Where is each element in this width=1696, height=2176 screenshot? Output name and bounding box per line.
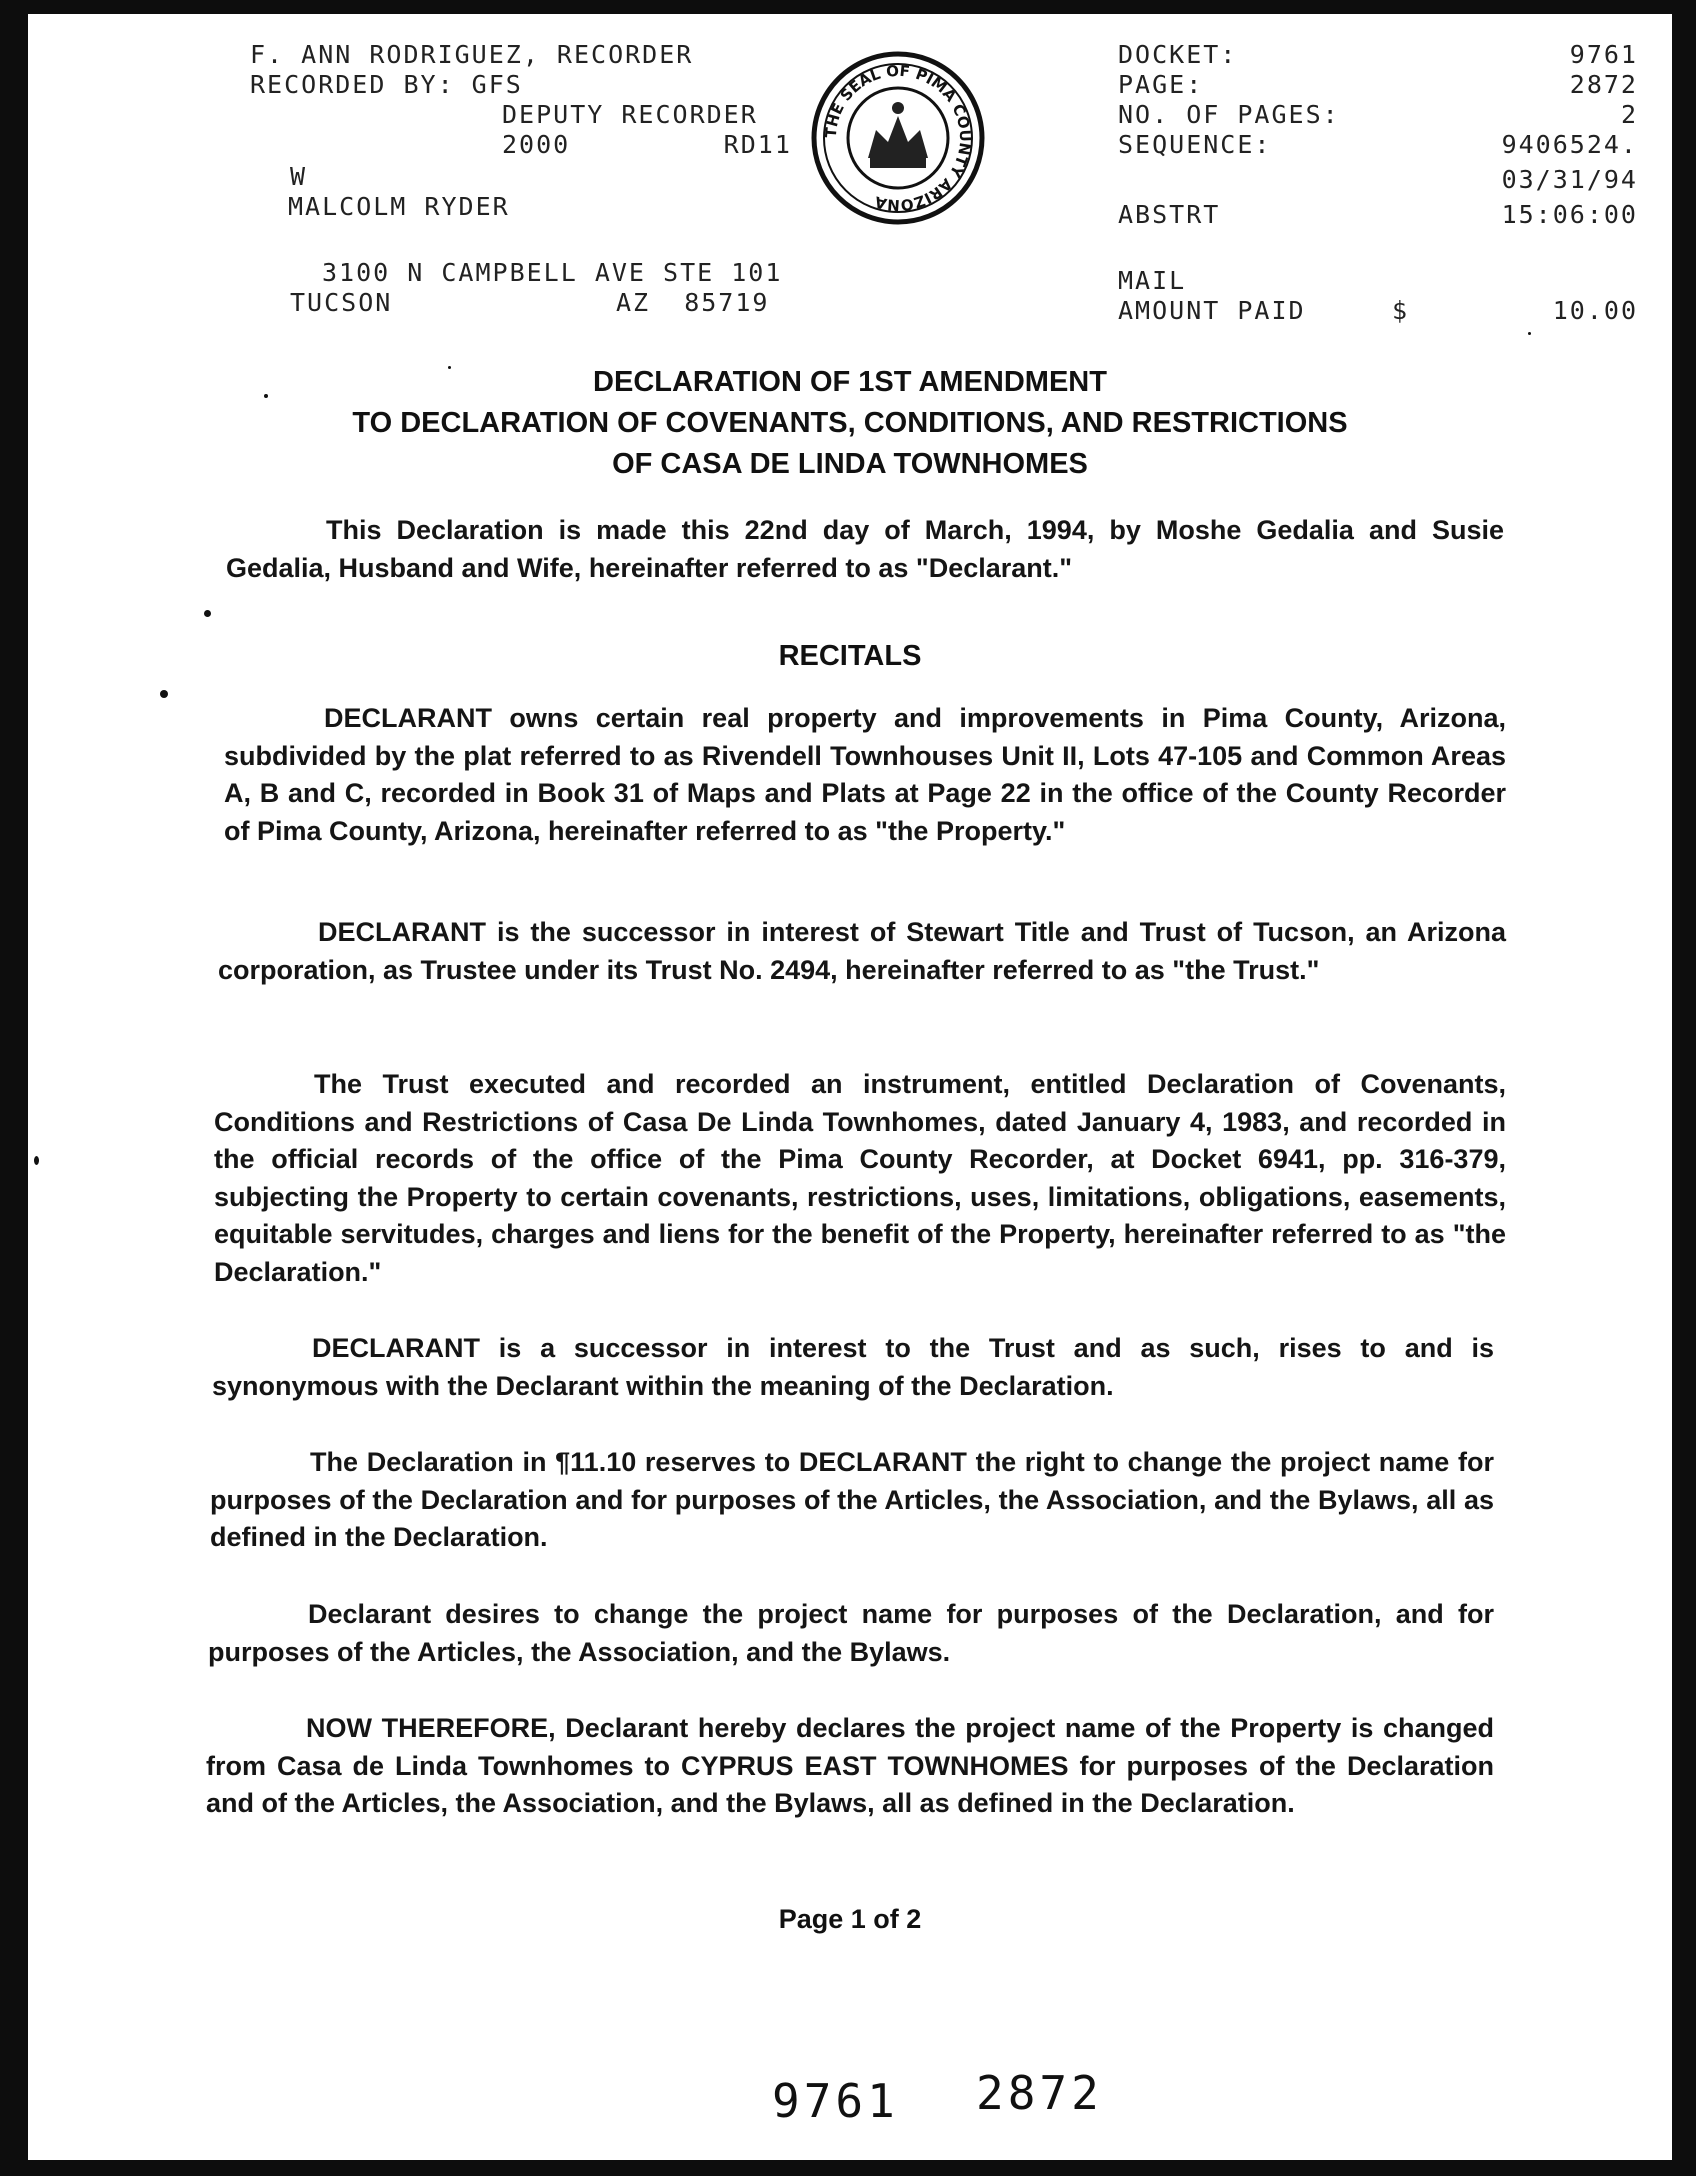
scan-speck — [204, 610, 211, 617]
page-stamp: 2872 — [976, 2066, 1103, 2120]
amount-paid-value: 10.00 — [1552, 296, 1638, 325]
recital-paragraph-1: DECLARANT owns certain real property and improvements in Pima County, Arizona, subdivided by the plat referred to as Rivendell Townhouses Unit II, Lots 47-105 and Common Areas A, B and C, recorded in Book 31 of Maps and Plats at Page 22 in the office of the County Recorder of Pima County, Arizona, hereinafter referred to as "the Property." — [224, 703, 1506, 846]
return-street: 3100 N CAMPBELL AVE STE 101 — [322, 258, 783, 287]
recital-paragraph-3: The Trust executed and recorded an instrument, entitled Declaration of Covenants, Conditions and Restrictions of Casa De Linda Townhomes, dated January 4, 1983, and recorded in the official records of the office of the Pima County Recorder, at Docket 6941, pp. 316-379, subjecting the Property to certain covenants, restrictions, uses, limitations, obligations, easements, equitable servitudes, charges and liens for the benefit of the Property, hereinafter referred to as "the Declaration." — [214, 1069, 1506, 1287]
amount-paid-label: AMOUNT PAID — [1118, 296, 1306, 325]
scan-speck — [1528, 332, 1531, 335]
record-date: 03/31/94 — [1501, 165, 1638, 194]
county-seal-icon — [810, 50, 986, 226]
docket-value: 9761 — [1569, 40, 1638, 69]
page-number: Page 1 of 2 — [778, 1904, 922, 1934]
intro-paragraph: This Declaration is made this 22nd day of March, 1994, by Moshe Gedalia and Susie Gedalia, Husband and Wife, hereinafter referred to as "Declarant." — [226, 515, 1504, 583]
document-title — [28, 362, 1672, 485]
deputy-recorder: DEPUTY RECORDER — [502, 100, 758, 129]
abstract-label: ABSTRT — [1118, 200, 1221, 229]
title-line-2: TO DECLARATION OF COVENANTS, CONDITIONS, AND RESTRICTIONS — [352, 407, 1348, 439]
return-state-zip: AZ 85719 — [616, 288, 770, 317]
recital-paragraph-6: Declarant desires to change the project name for purposes of the Declaration, and for purposes of the Articles, the Association, and the Bylaws. — [208, 1599, 1494, 1667]
page-value: 2872 — [1569, 70, 1638, 99]
sequence-value: 9406524. — [1501, 130, 1638, 159]
recital-paragraph-2: DECLARANT is the successor in interest of Stewart Title and Trust of Tucson, an Arizona corporation, as Trustee under its Trust No. 2494, hereinafter referred to as "the Trust." — [218, 917, 1506, 985]
docket-stamp: 9761 — [772, 2074, 899, 2128]
scan-speck — [264, 394, 268, 398]
recitals-heading: RECITALS — [778, 640, 922, 672]
recorder-code: 2000 RD11 — [502, 130, 792, 159]
page-label: PAGE: — [1118, 70, 1204, 99]
title-line-1: DECLARATION OF 1ST AMENDMENT — [593, 366, 1107, 398]
docket-label: DOCKET: — [1118, 40, 1238, 69]
recorder-name: F. ANN RODRIGUEZ, RECORDER — [250, 40, 694, 69]
return-city: TUCSON — [290, 288, 393, 317]
return-name: MALCOLM RYDER — [288, 192, 510, 221]
scan-speck — [34, 1156, 39, 1165]
pages-count-value: 2 — [1620, 100, 1638, 129]
mail-label: MAIL — [1118, 266, 1187, 295]
scan-speck — [448, 366, 451, 369]
recorded-by: RECORDED BY: GFS — [250, 70, 523, 99]
seal-text: THE SEAL OF PIMA COUNTY ARIZONA — [821, 61, 975, 215]
sequence-label: SEQUENCE: — [1118, 130, 1272, 159]
currency-symbol: $ — [1392, 296, 1410, 325]
document-page — [28, 14, 1672, 2160]
return-marker: W — [290, 162, 308, 191]
recital-paragraph-5: The Declaration in ¶11.10 reserves to DECLARANT the right to change the project name for purposes of the Declaration and for purposes of the Articles, the Association, and the Bylaws, all as defined in the Declaration. — [210, 1447, 1494, 1552]
title-line-3: OF CASA DE LINDA TOWNHOMES — [612, 448, 1088, 480]
operative-paragraph: NOW THEREFORE, Declarant hereby declares the project name of the Property is changed from Casa de Linda Townhomes to CYPRUS EAST TOWNHOMES for purposes of the Declaration and of the Articles, the Association, and the Bylaws, all as defined in the Declaration. — [206, 1713, 1494, 1818]
record-time: 15:06:00 — [1501, 200, 1638, 229]
pages-count-label: NO. OF PAGES: — [1118, 100, 1340, 129]
scan-speck — [160, 690, 168, 698]
recital-paragraph-4: DECLARANT is a successor in interest to the Trust and as such, rises to and is synonymous with the Declarant within the meaning of the Declaration. — [212, 1333, 1494, 1401]
